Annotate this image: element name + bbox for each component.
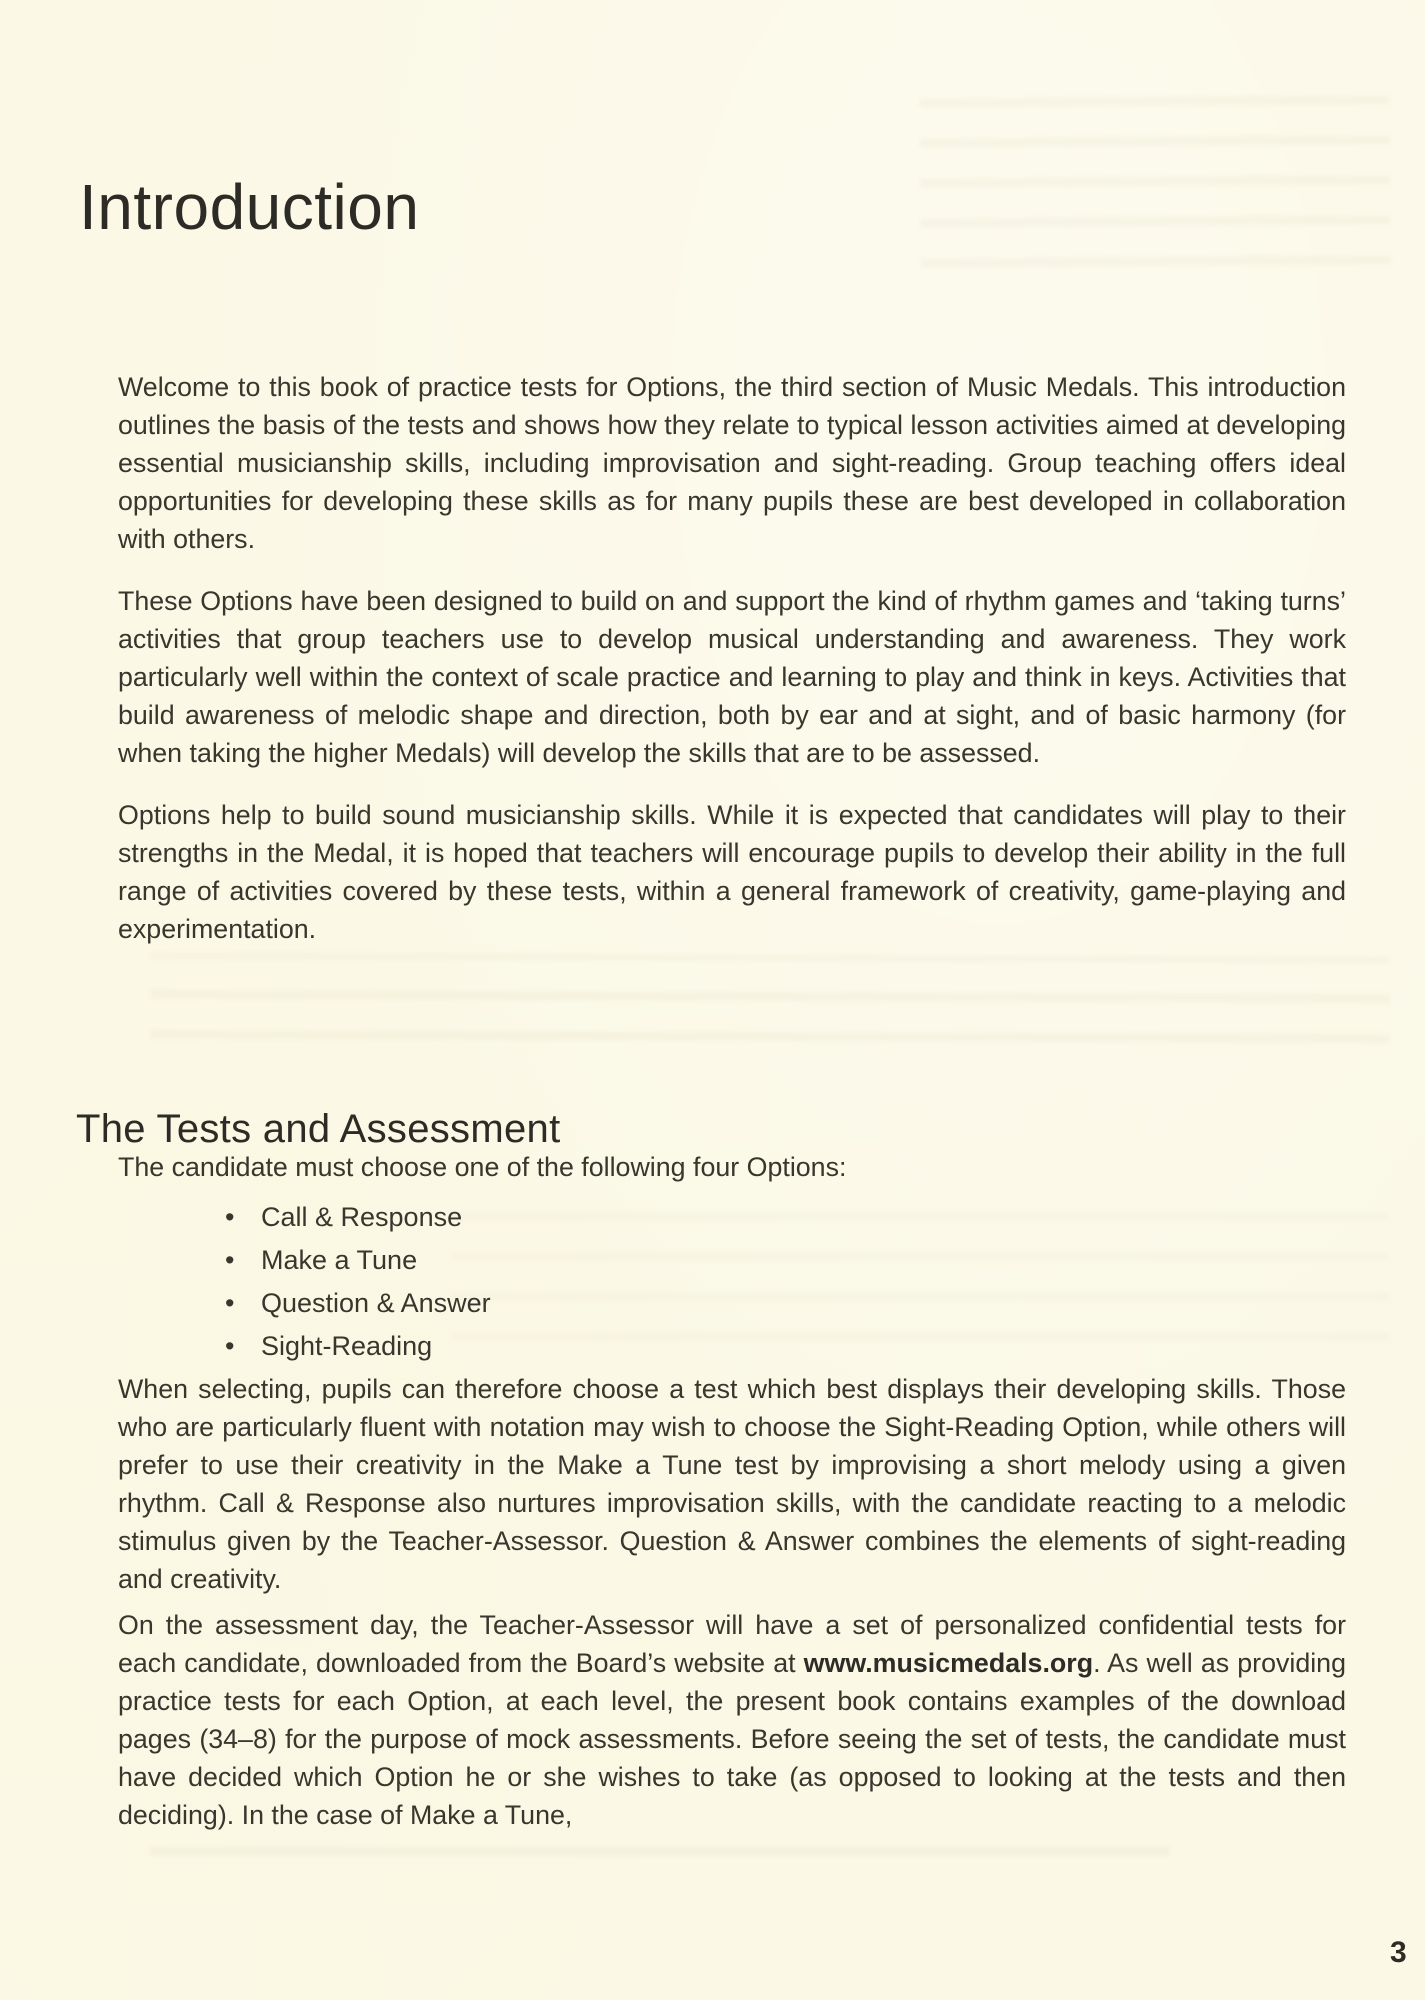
assessment-paragraph xyxy=(118,1606,1346,1834)
intro-paragraph-1: Welcome to this book of practice tests for Options, the third section of Music Medals. This introduction outlines the basis of the tests and shows how they relate to typical lesson activities aimed at developing essential musicianship skills, including improvisation and sight-reading. Group teaching offers ideal opportunities for developing these skills as for many pupils these are best developed in collaboration with others. xyxy=(118,372,1346,554)
intro-paragraphs xyxy=(118,368,1346,972)
options-list xyxy=(225,1196,491,1368)
page-title: Introduction xyxy=(79,170,420,243)
website-url-text: www.musicmedals.org xyxy=(803,1648,1094,1678)
bullet-icon xyxy=(225,1196,261,1239)
option-label: Question & Answer xyxy=(261,1288,491,1318)
intro-paragraph-3: Options help to build sound musicianship skills. While it is expected that candidates will play to their strengths in the Medal, it is hoped that teachers will encourage pupils to develop their ability in the full range of activities covered by these tests, within a general framework of creativity, game-playing and experimentation. xyxy=(118,800,1346,944)
option-item-call-response xyxy=(225,1196,491,1239)
option-label: Sight-Reading xyxy=(261,1331,433,1361)
page-number: 3 xyxy=(1390,1936,1407,1969)
assessment-text-after-link: . As well as providing practice tests for each Option, at each level, the present book contains examples of the download pages (34–8) for the purpose of mock assessments. Before seeing the set of tests, the candidate must have decided which Option he or she wishes to take (as opposed to looking at the tests and then deciding). In the case of Make a Tune, xyxy=(118,1648,1346,1830)
section-lead-sentence: The candidate must choose one of the following four Options: xyxy=(118,1152,847,1182)
section-heading-tests-and-assessment: The Tests and Assessment xyxy=(76,1107,561,1152)
option-label: Make a Tune xyxy=(261,1245,418,1275)
selecting-paragraph-block xyxy=(118,1370,1346,1622)
option-item-sight-reading xyxy=(225,1325,491,1368)
bullet-icon xyxy=(225,1282,261,1325)
option-item-question-answer xyxy=(225,1282,491,1325)
option-label: Call & Response xyxy=(261,1202,463,1232)
assessment-paragraph-block xyxy=(118,1606,1346,1858)
intro-paragraph-2: These Options have been designed to build on and support the kind of rhythm games and ‘taking turns’ activities that group teachers use to develop musical understanding and awareness. They work particularly well within the context of scale practice and learning to play and think in keys. Activities that build awareness of melodic shape and direction, both by ear and at sight, and of basic harmony (for when taking the higher Medals) will develop the skills that are to be assessed. xyxy=(118,586,1346,768)
bleedthrough-smudge xyxy=(919,93,1390,291)
assessment-text-before-link: On the assessment day, the Teacher-Assessor will have a set of personalized confidential tests for each candidate, downloaded from the Board’s website at xyxy=(118,1610,1346,1678)
option-item-make-a-tune xyxy=(225,1239,491,1282)
selecting-paragraph: When selecting, pupils can therefore choose a test which best displays their developing skills. Those who are particularly fluent with notation may wish to choose the Sight-Reading Option, while others will prefer to use their creativity in the Make a Tune test by improvising a short melody using a given rhythm. Call & Response also nurtures improvisation skills, with the candidate reacting to a melodic stimulus given by the Teacher-Assessor. Question & Answer combines the elements of sight-reading and creativity. xyxy=(118,1374,1346,1594)
bullet-icon xyxy=(225,1239,261,1282)
bleedthrough-smudge xyxy=(450,1195,1390,1365)
bullet-icon xyxy=(225,1325,261,1368)
